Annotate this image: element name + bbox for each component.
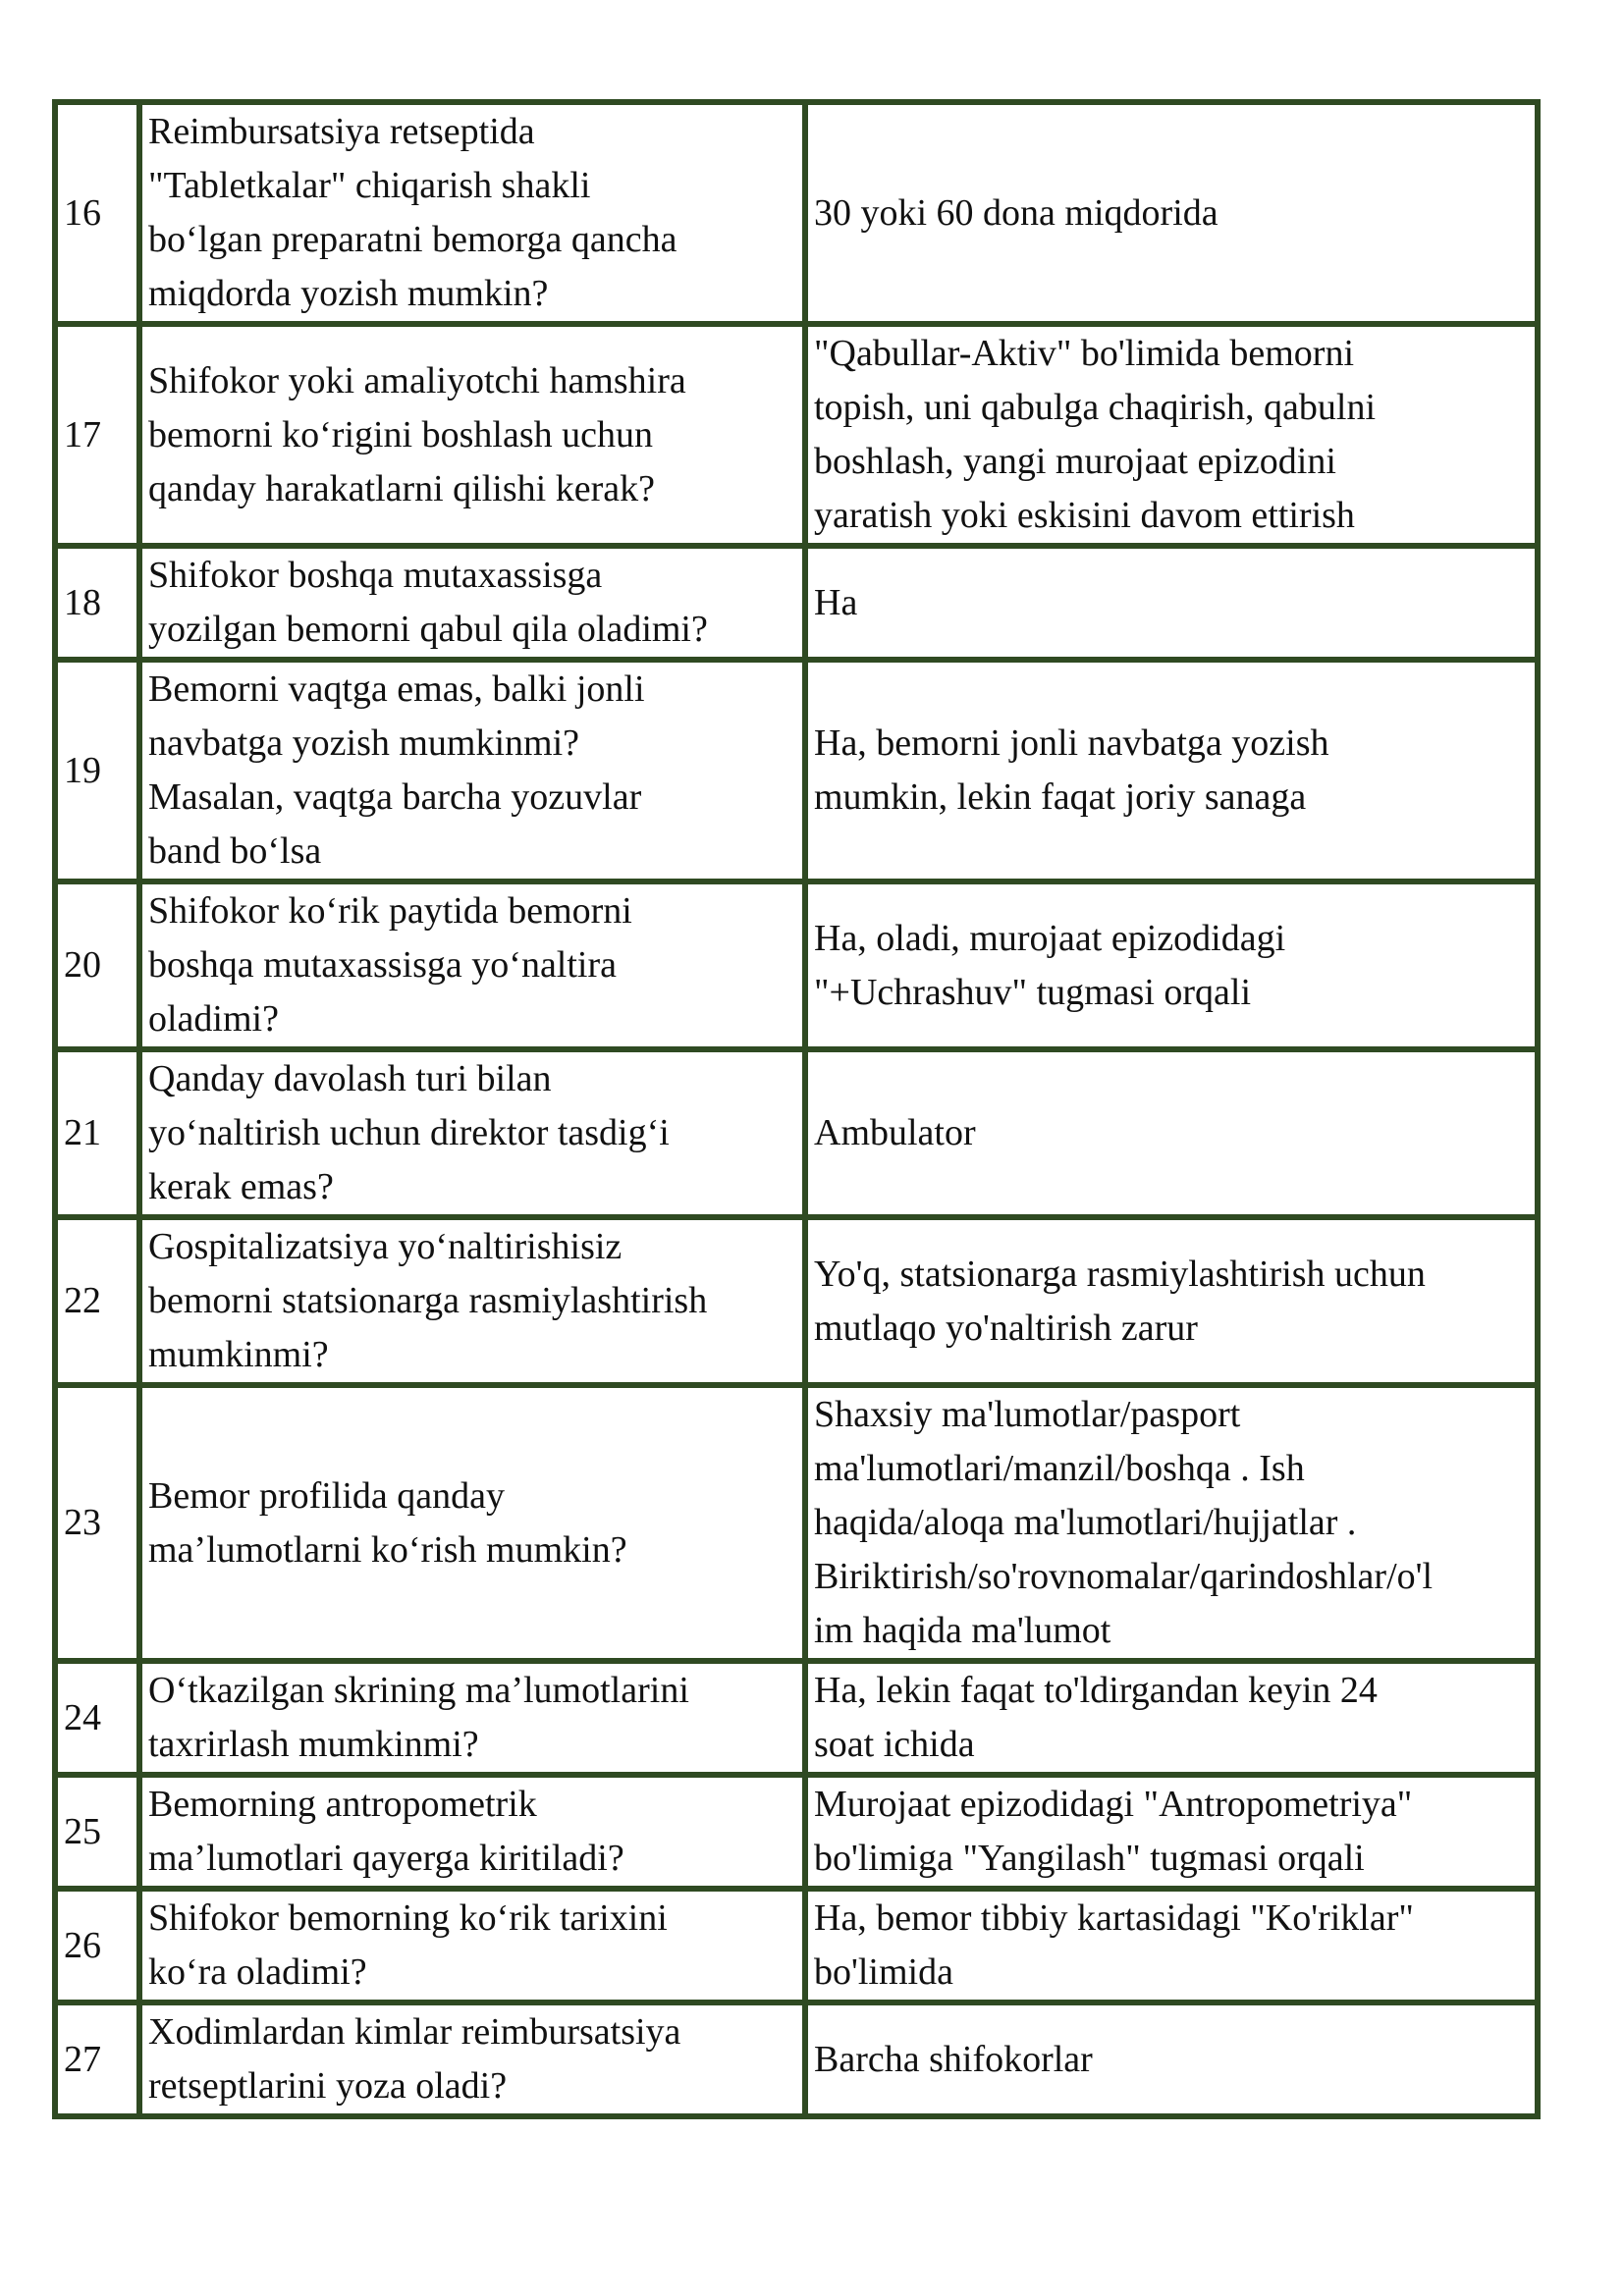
table-row [55,324,1538,546]
table-row [55,1889,1538,2002]
table-row [55,102,1538,324]
row-number: 24 [55,1661,139,1775]
table-row [55,2002,1538,2116]
faq-table-body [55,102,1538,2116]
question-cell: Bemorning antropometrik ma’lumotlari qayerga kiritiladi? [139,1775,805,1889]
answer-cell: Barcha shifokorlar [805,2002,1538,2116]
table-row [55,1217,1538,1385]
answer-cell: Yo'q, statsionarga rasmiylashtirish uchun mutlaqo yo'naltirish zarur [805,1217,1538,1385]
question-cell: Shifokor bemorning ko‘rik tarixini ko‘ra oladimi? [139,1889,805,2002]
table-row [55,546,1538,660]
answer-cell: Shaxsiy ma'lumotlar/pasport ma'lumotlari/manzil/boshqa . Ish haqida/aloqa ma'lumotlari/hujjatlar . Biriktirish/so'rovnomalar/qarindoshlar/o'l im haqida ma'lumot [805,1385,1538,1661]
row-number: 22 [55,1217,139,1385]
question-cell: O‘tkazilgan skrining ma’lumotlarini taxrirlash mumkinmi? [139,1661,805,1775]
row-number: 20 [55,881,139,1049]
row-number: 26 [55,1889,139,2002]
answer-cell: Ha, oladi, murojaat epizodidagi "+Uchrashuv" tugmasi orqali [805,881,1538,1049]
question-cell: Reimbursatsiya retseptida "Tabletkalar" chiqarish shakli bo‘lgan preparatni bemorga qancha miqdorda yozish mumkin? [139,102,805,324]
question-cell: Shifokor boshqa mutaxassisga yozilgan bemorni qabul qila oladimi? [139,546,805,660]
question-cell: Gospitalizatsiya yo‘naltirishisiz bemorni statsionarga rasmiylashtirish mumkinmi? [139,1217,805,1385]
question-cell: Shifokor yoki amaliyotchi hamshira bemorni ko‘rigini boshlash uchun qanday harakatlarni qilishi kerak? [139,324,805,546]
row-number: 25 [55,1775,139,1889]
question-cell: Xodimlardan kimlar reimbursatsiya retseptlarini yoza oladi? [139,2002,805,2116]
row-number: 27 [55,2002,139,2116]
question-cell: Bemor profilida qanday ma’lumotlarni ko‘rish mumkin? [139,1385,805,1661]
row-number: 17 [55,324,139,546]
answer-cell: 30 yoki 60 dona miqdorida [805,102,1538,324]
answer-cell: Ha [805,546,1538,660]
answer-cell: Ha, lekin faqat to'ldirgandan keyin 24 soat ichida [805,1661,1538,1775]
table-row [55,1049,1538,1217]
faq-table [52,99,1541,2119]
answer-cell: Ha, bemor tibbiy kartasidagi "Ko'riklar" bo'limida [805,1889,1538,2002]
table-row [55,1661,1538,1775]
answer-cell: Murojaat epizodidagi "Antropometriya" bo'limiga "Yangilash" tugmasi orqali [805,1775,1538,1889]
row-number: 21 [55,1049,139,1217]
question-cell: Bemorni vaqtga emas, balki jonli navbatga yozish mumkinmi? Masalan, vaqtga barcha yozuvlar band bo‘lsa [139,660,805,881]
table-row [55,660,1538,881]
table-row [55,881,1538,1049]
answer-cell: Ambulator [805,1049,1538,1217]
question-cell: Qanday davolash turi bilan yo‘naltirish uchun direktor tasdig‘i kerak emas? [139,1049,805,1217]
row-number: 18 [55,546,139,660]
row-number: 23 [55,1385,139,1661]
table-row [55,1385,1538,1661]
row-number: 16 [55,102,139,324]
row-number: 19 [55,660,139,881]
answer-cell: "Qabullar-Aktiv" bo'limida bemorni topish, uni qabulga chaqirish, qabulni boshlash, yangi murojaat epizodini yaratish yoki eskisini davom ettirish [805,324,1538,546]
question-cell: Shifokor ko‘rik paytida bemorni boshqa mutaxassisga yo‘naltira oladimi? [139,881,805,1049]
table-row [55,1775,1538,1889]
answer-cell: Ha, bemorni jonli navbatga yozish mumkin, lekin faqat joriy sanaga [805,660,1538,881]
